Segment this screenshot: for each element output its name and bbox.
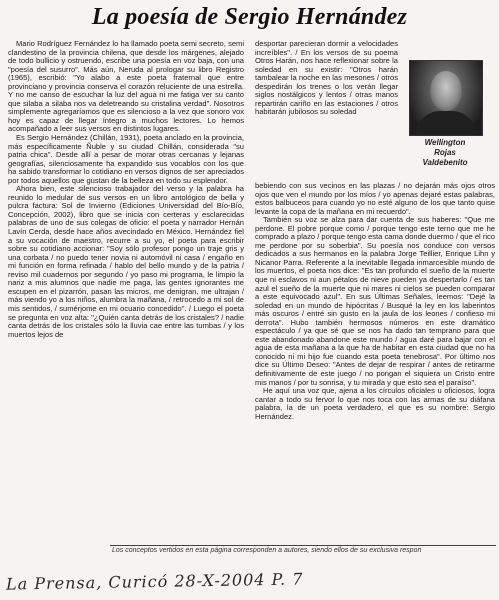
footer-disclaimer: Los conceptos vertidos en esta página corresponden a autores, siendo ellos de su exclusiva respon	[112, 547, 422, 554]
article-paragraph: bebiendo con sus vecinos en las plazas / no dejarán más ojos otros ojos que ven el mundo por los míos / yo apenas dejaré estas palabras, estos balbuceos para cuando yo no esté alguno de los que tanto quise levante la copa de la mañana en mi recuerdo".	[255, 182, 495, 216]
author-photo	[409, 60, 483, 136]
article-paragraph: He aquí una voz que, ajena a los círculos oficiales u oficiosos, logra cantar a todo su fervor lo que nos toca con las armas de su diáfana palabra, la de un poeta verdadero, el que es su nombre: Sergio Hernández.	[255, 386, 495, 421]
article-right-top-column	[255, 40, 398, 182]
footer-divider	[110, 545, 496, 546]
article-paragraph: desportar parecieran dormir a velocidades increíbles". / En los versos de su poema Otros Harán, nos hace reflexionar sobre la soledad en su existir: "Otros harán tambalear la noche en las mesones / otros despedirán los trenes o los verán llegar siglos nostálgicos y lentos / otras manos repartirán cariño en las estaciones / otros habitarán jubilosos su soledad	[255, 40, 398, 117]
article-paragraph: También su voz se alza para dar cuenta de sus haberes: "Que me perdone. El pobre porque como / porque tengo este terno que me he comprado a plazo / porque tengo esta cama donde duermo / que el rico me perdone por su soberbia". Su poesía nos conduce con versos dedicados a sus hermanos en la palabra Jorge Teillier, Enrique Lihn y Nicanor Parra. Referente a la inevitable llegada inmarcesible mundo de los muertos, el poeta nos dice: "Es tan profundo el sueño de la muerte que ni esclavos ni aun pétalos de nieve pueden ya despertarlo / es tan azul el sueño de la muerte que ni mares ni cielos se pueden comparar a este equivocado azul". En sus Últimas Señales, leemos: "Dejé la soledad en un mundo de hipócritas / Busqué la ley en los laberintos más oscuros / entré sin gusto en la jaula de los leones / confieso mi derrota". Hubo también hermosos números en este dramático espectáculo / ya que sé que se nos ha dado tan temprano para que este abandonado abandone este mundo / agua daré para bajar con el agua de esta mañana a la que ha de habitar en esta ciudad que no ha conocido ni mi hijo fue cuando esta poeta tenebrosa". Por último nos dice su Último Deseo: "Antes de dejar de respirar / antes de retirarme definitivamente de este juego / no pongan el siquiera un Cristo entre mis manos / por tu sonrisa, y tu mirada y que esto sea el paraíso".	[255, 215, 495, 387]
article-right-column	[255, 182, 495, 521]
photo-caption-line: Rojas	[434, 148, 456, 157]
photo-caption-line: Valdebenito	[422, 158, 468, 167]
author-photo-face	[430, 71, 462, 111]
article-left-column	[8, 40, 244, 543]
article-paragraph: Es Sergio Hernández (Chillán, 1931), poeta anclado en la provincia, más específicamente Ñuble y su ciudad Chillán, considerada "su patria chica". Desde allí a pesar de morar otras cercanas y lejanas geografías, silenciosamente ha expandido sus vocablos con los que ha sabido transformar lo cotidiano en versos dignos de ser apreciados por todos aquellos que gustan de la belleza en todo su esplendor.	[8, 133, 244, 185]
photo-caption	[405, 138, 485, 168]
article-title: La poesía de Sergio Hernández	[91, 4, 408, 30]
article-paragraph: Ahora bien, este silencioso trabajador del verso y la palabra ha reunido lo medular de sus versos en un libro antológico de bella y pulcra factura: Sol de Invierno (Ediciones Universidad del Bío-Bío, Concepción, 2002), libro que se inicia con certeras y esclarecidas palabras de uno de sus colegas de oficio: el poeta y narrador Hernán Lavín Cerda, desde hace años avecindado en México. Hernández fiel a su vocación de maestro, recurre a su yo, el poeta para escribir sobre su cotidiano accionar: "Soy sólo profesor pongo un traje gris y una corbata / no puedo tener novia ni automóvil ni casa / engaño en mi función en forma refinada / hablo del bello mundo y de la patria / reviso mil cuadernos por segundo / yo paso mi programa, le limpio la nariz a mis alumnos que nadie me paga, las gentes ignorantes me escupen en el pizarrón, pasan las micros, me denigran, me ultrajan / más viendo yo a los niños, alumbra la mañana, / retrocedo a mi sol de mis sentidos, / sumérjome en mi ocuario concedido". / Luego el poeta se pregunta en voz alta: "¿Quién canta detrás de los cristales? / nadie canta detrás de los cristales sólo la lluvia cae entre las tumbas / y los muertos lejos de	[8, 184, 244, 339]
photo-caption-line: Wellington	[424, 138, 466, 147]
author-photo-shoulders	[416, 111, 476, 135]
handwritten-source-note: La Prensa, Curicó 28-X-2004 P. 7	[5, 569, 304, 594]
article-paragraph: Mario Rodríguez Fernández lo ha llamado poeta semi secreto, semi clandestino de la provincia chilena, que desde los márgenes, alejado de todo bullicio y ostruendo, escribe una poesía en voz baja, con una "poesía del susurro". Más aún, Neruda al prologar su libro Registro (1965), escribió: "Yo alabo a este poeta fraternal que entre provinciano y provincia conserva el corazón reluciente de una estrella. Y no me canso de escuchar la luz del agua ni me fatiga ver su canto que silaba a silaba nos va deletreando su cristalina verdad". Nosotros simplemente agregaríamos que es silencioso a la vez que sonoro vox hoy es capaz de llegar íntegro a muchos lectores. Lo hemos acompañado a leer sus versos en distintos lugares.	[8, 40, 244, 134]
